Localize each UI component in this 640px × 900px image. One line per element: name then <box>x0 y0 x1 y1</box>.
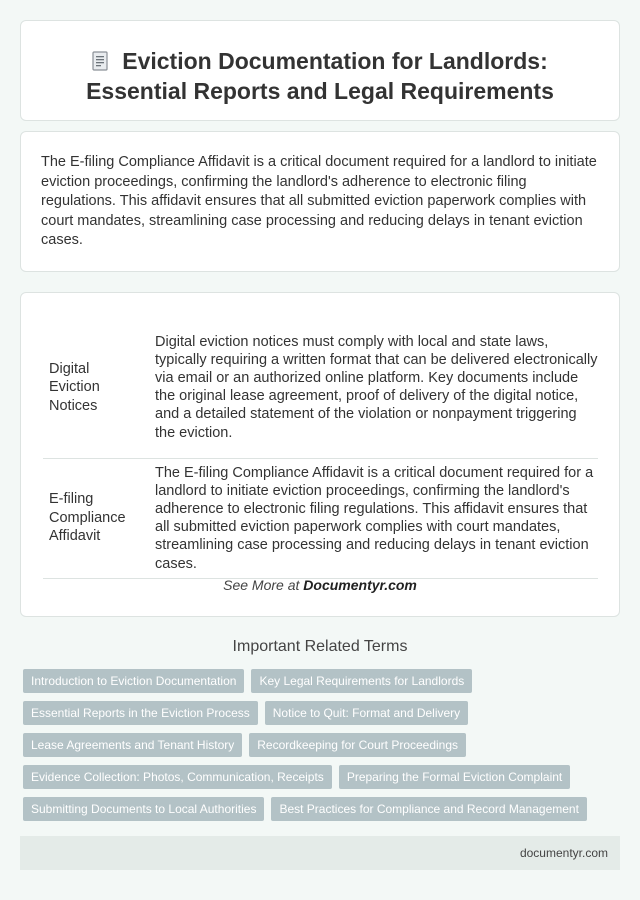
footer-link[interactable]: documentyr.com <box>519 846 608 860</box>
related-term-tag[interactable]: Introduction to Eviction Documentation <box>23 669 244 693</box>
table-term: E-filing Compliance Affidavit <box>49 491 126 545</box>
related-term-tag[interactable]: Best Practices for Compliance and Record Management <box>271 797 586 821</box>
related-terms-title: Important Related Terms <box>232 638 408 655</box>
table-card <box>20 292 620 617</box>
related-terms-list <box>23 669 603 829</box>
related-term-tag[interactable]: Evidence Collection: Photos, Communication, Receipts <box>23 765 332 789</box>
title-card <box>20 20 620 121</box>
see-more-link[interactable]: Documentyr.com <box>303 577 417 593</box>
summary-card <box>20 131 620 272</box>
related-term-tag[interactable]: Notice to Quit: Format and Delivery <box>265 701 468 725</box>
tag-row <box>23 733 603 765</box>
table-term: Digital Eviction Notices <box>49 360 100 414</box>
related-term-tag[interactable]: Submitting Documents to Local Authorities <box>23 797 264 821</box>
tag-row <box>23 797 603 829</box>
table-description: Digital eviction notices must comply with local and state laws, typically requiring a written format that can be delivered electronically via email or an authorized online platform. Key documents include the original lease agreement, proof of delivery of the digital notice, and a detailed statement of the violation or nonpayment triggering the eviction. <box>155 333 598 441</box>
table-description: The E-filing Compliance Affidavit is a critical document required for a landlord to initiate eviction proceedings, confirming the landlord's adherence to electronic filing regulations. This affidavit ensures that all submitted eviction paperwork complies with court mandates, streamlining case processing and reducing delays in tenant eviction cases. <box>155 464 594 572</box>
tag-row <box>23 765 603 797</box>
footer <box>20 836 620 870</box>
related-term-tag[interactable]: Essential Reports in the Eviction Process <box>23 701 258 725</box>
see-more <box>21 577 619 593</box>
table-row <box>43 317 598 458</box>
page-title <box>21 46 619 106</box>
see-more-prefix: See More at <box>223 577 304 593</box>
related-term-tag[interactable]: Lease Agreements and Tenant History <box>23 733 242 757</box>
related-term-tag[interactable]: Key Legal Requirements for Landlords <box>251 669 472 693</box>
table-row <box>43 458 598 578</box>
tag-row <box>23 669 603 701</box>
page-title-line1: Eviction Documentation for Landlords: <box>122 48 548 74</box>
page-title-line2: Essential Reports and Legal Requirements <box>86 78 554 104</box>
document-icon <box>92 48 108 68</box>
document-table <box>43 317 598 579</box>
summary-text: The E-filing Compliance Affidavit is a critical document required for a landlord to initiate eviction proceedings, confirming the landlord's adherence to electronic filing regulations. This affidavit ensures that all submitted eviction paperwork complies with court mandates, streamlining case processing and reducing delays in tenant eviction cases. <box>41 154 597 248</box>
tag-row <box>23 701 603 733</box>
related-term-tag[interactable]: Recordkeeping for Court Proceedings <box>249 733 466 757</box>
related-term-tag[interactable]: Preparing the Formal Eviction Complaint <box>339 765 570 789</box>
